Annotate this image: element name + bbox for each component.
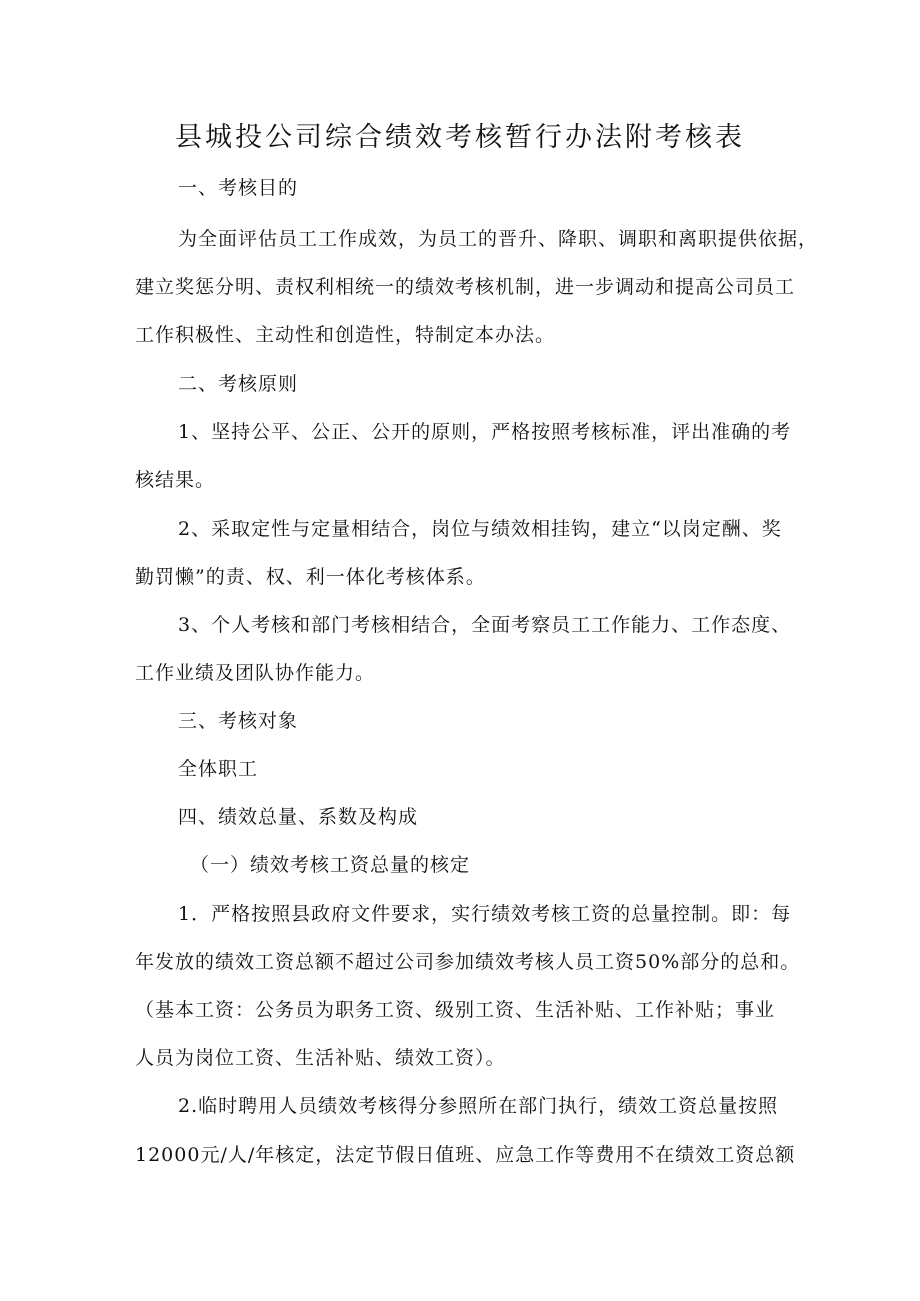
paragraph-line: 核结果。 [135, 469, 216, 491]
paragraph-line: 年发放的绩效工资总额不超过公司参加绩效考核人员工资50%部分的总和。 [135, 951, 801, 973]
section-heading-objective: 一、考核目的 [178, 177, 299, 199]
paragraph-line: 人员为岗位工资、生活补贴、绩效工资）。 [135, 1047, 506, 1069]
paragraph-line: 全体职工 [178, 758, 259, 780]
paragraph-line: 3、个人考核和部门考核相结合，全面考察员工工作能力、工作态度、 [178, 614, 792, 636]
paragraph-line: 2、采取定性与定量相结合，岗位与绩效相挂钩，建立“以岗定酬、奖 [178, 518, 782, 540]
paragraph-line: 工作积极性、主动性和创造性，特制定本办法。 [135, 324, 556, 346]
section-heading-subjects: 三、考核对象 [178, 710, 299, 732]
paragraph-line: 12000元/人/年核定，法定节假日值班、应急工作等费用不在绩效工资总额 [135, 1144, 796, 1166]
subsection-heading: （一）绩效考核工资总量的核定 [190, 854, 471, 876]
paragraph-line: 建立奖惩分明、责权利相统一的绩效考核机制，进一步调动和提高公司员工 [135, 276, 796, 298]
paragraph-line: 1．严格按照县政府文件要求，实行绩效考核工资的总量控制。即：每 [178, 903, 792, 925]
paragraph-line: 2.临时聘用人员绩效考核得分参照所在部门执行，绩效工资总量按照 [178, 1095, 779, 1117]
paragraph-line: 1、坚持公平、公正、公开的原则，严格按照考核标准，评出准确的考 [178, 421, 792, 443]
section-heading-principles: 二、考核原则 [178, 373, 299, 395]
section-heading-totals: 四、绩效总量、系数及构成 [178, 806, 419, 828]
paragraph-line: 勤罚懒”的责、权、利一体化考核体系。 [135, 566, 486, 588]
paragraph-line: 为全面评估员工工作成效，为员工的晋升、降职、调职和离职提供依据， [178, 228, 819, 250]
paragraph-line: （基本工资：公务员为职务工资、级别工资、生活补贴、工作补贴；事业 [135, 999, 776, 1021]
document-title: 县城投公司综合绩效考核暂行办法附考核表 [175, 122, 745, 153]
paragraph-line: 工作业绩及团队协作能力。 [135, 662, 376, 684]
